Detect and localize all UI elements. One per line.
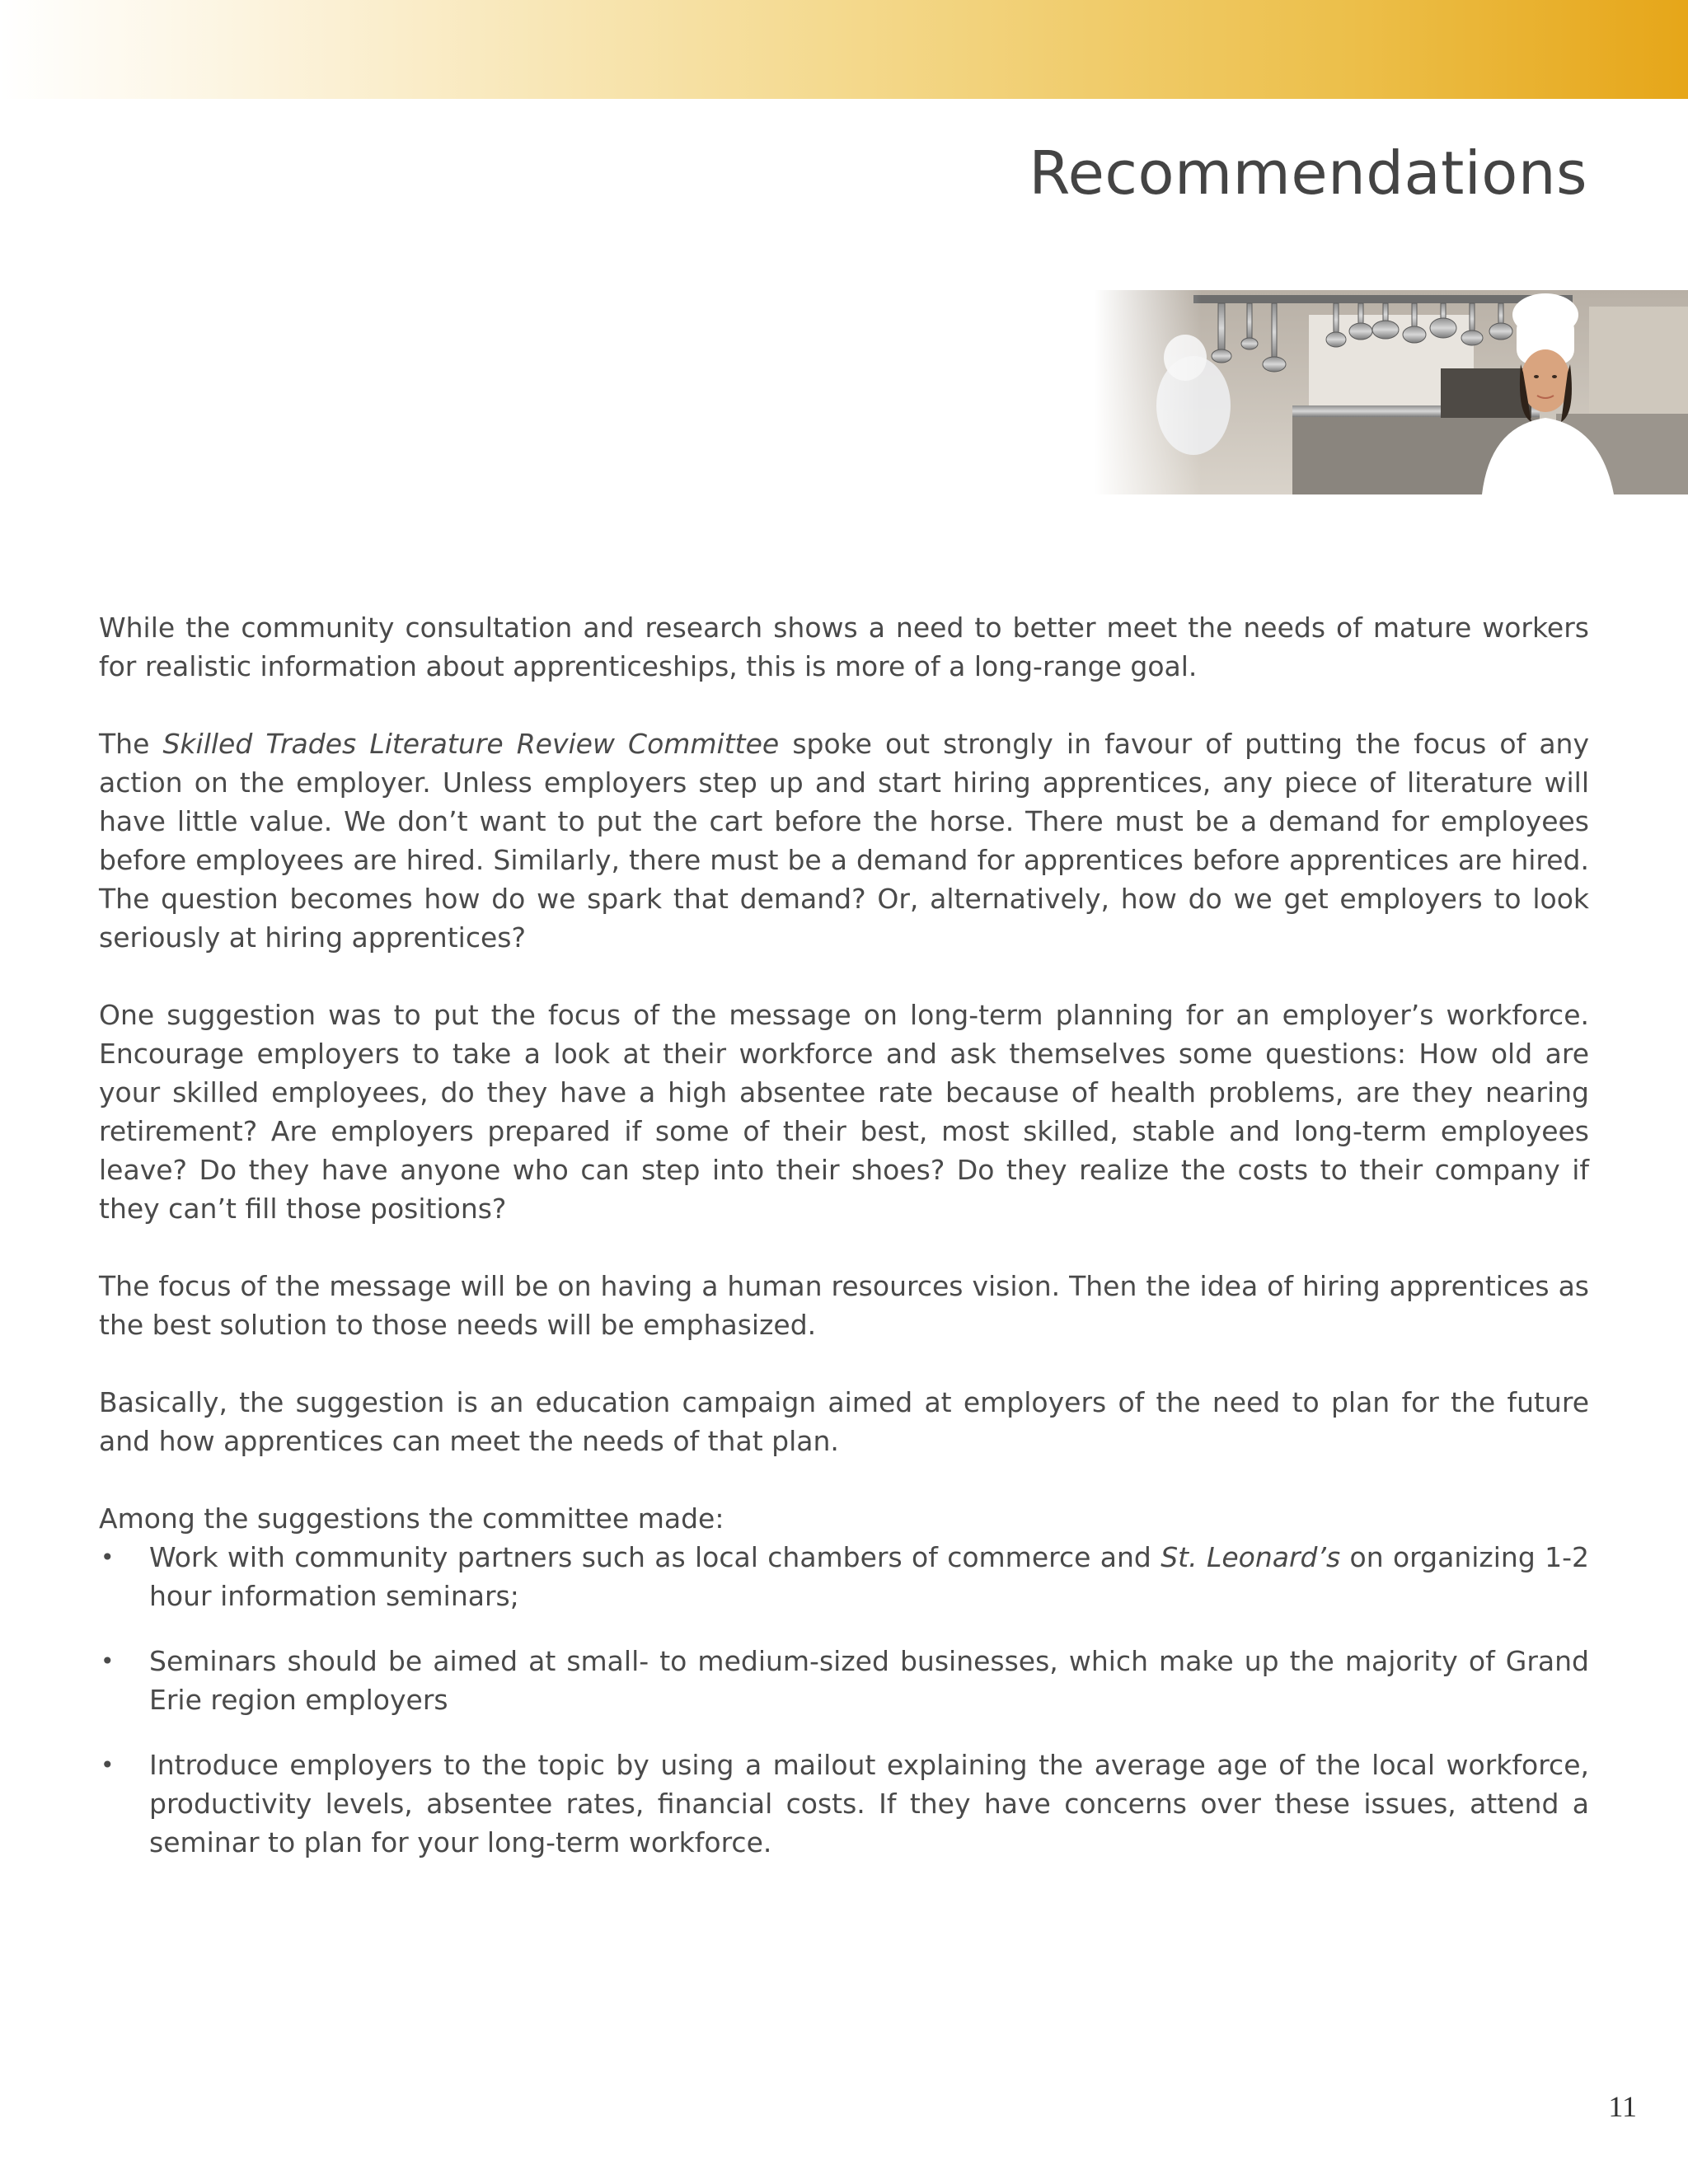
list-item: • Seminars should be aimed at small- to medium-sized businesses, which make up the majority of Grand Erie region employers	[99, 1642, 1589, 1719]
kitchen-chef-photo	[1095, 290, 1688, 494]
page-title: Recommendations	[1029, 138, 1587, 208]
paragraph-workforce-planning: One suggestion was to put the focus of the message on long-term planning for an employer’s workforce. Encourage employers to take a look at their workforce and ask themselves some questions: How old are your skilled employees, do they have a high absentee rate because of health problems, are they nearing retirement? Are employers prepared if some of their best, most skilled, stable and long-term employees leave? Do they have anyone who can step into their shoes? Do they realize the costs to their company if they can’t fill those positions?	[99, 999, 1589, 1225]
page-number: 11	[1608, 2090, 1637, 2123]
list-item: • Work with community partners such as local chambers of commerce and St. Leonard’s on organizing 1-2 hour information seminars;	[99, 1538, 1589, 1615]
list-item: • Introduce employers to the topic by using a mailout explaining the average age of the local workforce, productivity levels, absentee rates, financial costs. If they have concerns over these issues, attend a seminar to plan for your long-term workforce.	[99, 1746, 1589, 1862]
body-content	[99, 608, 1589, 1888]
bullet-icon: •	[101, 1544, 115, 1571]
header-gradient-band	[0, 0, 1688, 99]
suggestions-list	[99, 1538, 1589, 1862]
paragraph-committee: The Skilled Trades Literature Review Committee spoke out strongly in favour of putting the focus of any action on the employer. Unless employers step up and start hiring apprentices, any piece of literature will have little value. We don’t want to put the cart before the horse. There must be a demand for employees before employees are hired. Similarly, there must be a demand for apprentices before apprentices are hired. The question becomes how do we spark that demand? Or, alternatively, how do we get employers to look seriously at hiring apprentices?	[99, 728, 1589, 954]
paragraph-education-campaign: Basically, the suggestion is an education campaign aimed at employers of the need to plan for the future and how apprentices can meet the needs of that plan.	[99, 1386, 1589, 1457]
bullet-icon: •	[101, 1647, 115, 1675]
bullet-icon: •	[101, 1751, 115, 1779]
committee-name: Skilled Trades Literature Review Committee	[162, 728, 780, 760]
paragraph-suggestions-intro: Among the suggestions the committee made:	[99, 1502, 724, 1535]
paragraph-hr-vision: The focus of the message will be on having a human resources vision. Then the idea of hiring apprentices as the best solution to those needs will be emphasized.	[99, 1270, 1589, 1341]
paragraph-intro-goal: While the community consultation and research shows a need to better meet the needs of mature workers for realistic information about apprenticeships, this is more of a long-range goal.	[99, 612, 1589, 682]
